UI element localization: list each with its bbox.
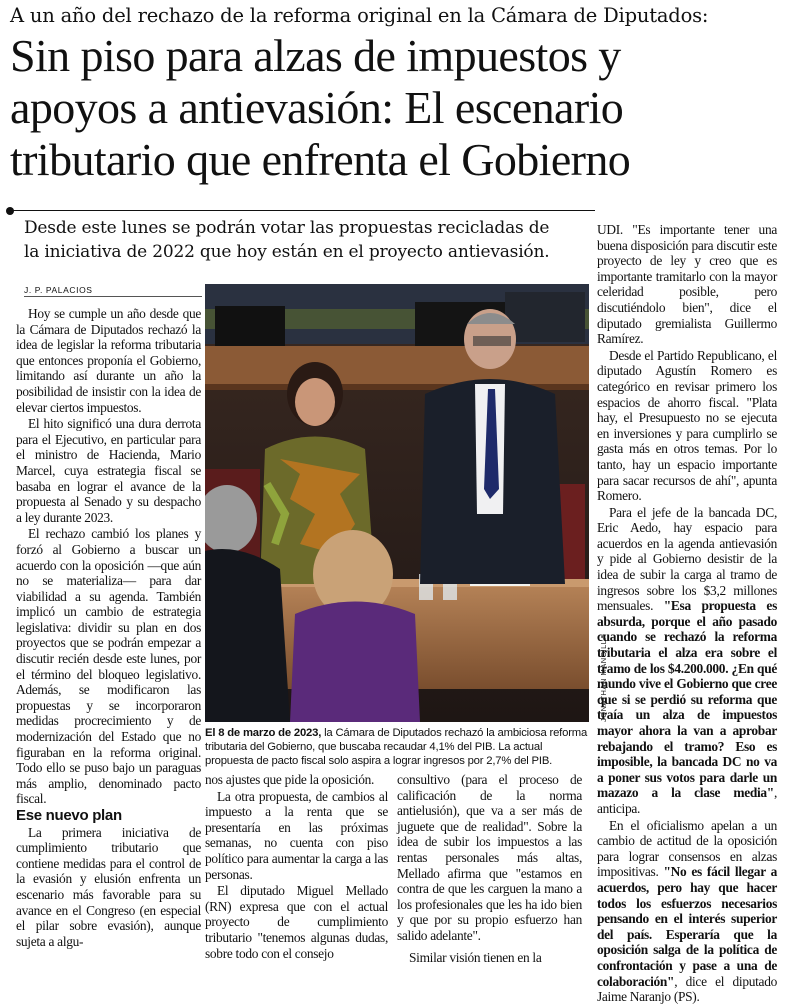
dek-line: Desde este lunes se podrán votar las propuestas recicladas de bbox=[24, 218, 550, 238]
caption-text: la Cámara de Diputados rechazó la ambiciosa reforma tributaria del Gobierno, que buscaba recaudar 4,1% del PIB. La actual propuesta de pacto fiscal solo aspira a lograr ingresos por 2,7% del PIB. bbox=[205, 727, 588, 767]
headline-line: tributario que enfrenta el Gobierno bbox=[10, 134, 631, 185]
article-column-3 bbox=[397, 772, 582, 966]
paragraph: nos ajustes que pide la oposición. bbox=[205, 772, 375, 787]
quote: "Esa propuesta es absurda, porque el año pasado cuando se rechazó la reforma tributaria el alza era sobre el tramo de los $4.200.000. ¿En qué mundo vive el Gobierno que cree que si se perdió su reforma que traía un alza de impuestos mayor ahora la van a aprobar rebajando el tramo? Eso es imposible, la bancada DC no va a poner sus votos para darle un mazazo a la clase media" bbox=[597, 598, 777, 801]
paragraph: Similar visión tienen en la bbox=[409, 949, 542, 965]
article-column-2 bbox=[205, 772, 388, 962]
kicker: A un año del rechazo de la reforma original en la Cámara de Diputados: bbox=[10, 4, 709, 27]
dek bbox=[24, 216, 589, 264]
caption-bold: El 8 de marzo de 2023, bbox=[205, 727, 322, 739]
paragraph: En el oficialismo apelan a un cambio de actitud de la oposición para lograr consensos en alzas impositivas. "No es fácil llegar a acuerdos, pero hay que hacer todos los esfuerzos necesarios pensando en el interés superior del país. Esperaría que la oposición salga de la política de confrontación y pase a una de colaboración", dice el diputado Jaime Naranjo (PS). bbox=[597, 817, 777, 1005]
photo-credit: JONATHAN MANCILLA bbox=[599, 634, 608, 722]
subheading: Ese nuevo plan bbox=[16, 807, 122, 824]
byline: J. P. PALACIOS bbox=[24, 285, 93, 295]
paragraph: El hito significó una dura derrota para el Ejecutivo, en particular para el ministro de Hacienda, Mario Marcel, cuya estrategia fiscal se basaba en lograr el avance de la propuesta al Senado y su despacho a ley durante 2023. bbox=[16, 416, 201, 525]
dek-line: la iniciativa de 2022 que hoy están en el proyecto antievasión. bbox=[24, 242, 550, 262]
article-column-1 bbox=[16, 306, 201, 950]
paragraph: La primera iniciativa de cumplimiento tributario que contiene medidas para el control de la evasión y elusión enfrenta un escenario más favorable para su avance en el Congreso (en especial el pilar sobre evasión), aunque sujeta a algu- bbox=[16, 824, 201, 949]
paragraph: La otra propuesta, de cambios al impuesto a la renta que se presentaría en las próximas semanas, no cuenta con piso político para aumentar la carga a las personas. bbox=[205, 788, 388, 882]
headline-line: apoyos a antievasión: El escenario bbox=[10, 82, 624, 133]
headline bbox=[10, 30, 785, 186]
paragraph: Hoy se cumple un año desde que la Cámara de Diputados rechazó la idea de legislar la reforma tributaria que entonces proponía el Gobierno, limitando así durante un año la posibilidad de insistir con la idea de elevar ciertos impuestos. bbox=[16, 306, 201, 415]
paragraph: El rechazo cambió los planes y forzó al Gobierno a buscar un acuerdo con la oposición —que aún no se materializa— para dar viabilidad a su agenda. También implicó un cambio de estrategia legislativa: dividir su plan en dos proyectos que se podrán empezar a discutir recién desde este lunes, por el término del bloqueo legislativo. Además, se modificaron las propuestas y se incorporaron medidas procrecimiento y de modernización del Estado que no figuraban en la reforma original. Todo ello se puso bajo un paraguas más amplio, denominado pacto fiscal. bbox=[16, 526, 201, 807]
paragraph: Desde el Partido Republicano, el diputado Agustín Romero es categórico en revisar primero los espacios de ahorro fiscal. "Plata hay, el Presupuesto no se ejecuta en inversiones y para cumplirlo se gasta más en otros temas. Por lo tanto, hay un espacio importante para sacar recursos de ahí", apunta Romero. bbox=[597, 347, 777, 504]
paragraph: consultivo (para el proceso de calificación de la norma antielusión), que va a ser más de juguete que de realidad". Sobre la idea de subir los impuestos a las rentas personales más altas, Mellado afirma que "estamos en contra de que les carguen la mano a los profesionales que les ha ido bien y que por su propio esfuerzo han salido adelante". bbox=[397, 772, 582, 943]
article-column-4 bbox=[597, 222, 777, 1006]
byline-divider bbox=[24, 296, 202, 297]
paragraph: Para el jefe de la bancada DC, Eric Aedo, hay espacio para acuerdos en la agenda antievasión y pide al Gobierno desistir de la idea de subir la carga al tramo de ingresos sobre los $3,2 millones mensuales. "Esa propuesta es absurda, porque el año pasado cuando se rechazó la reforma tributaria el alza era sobre el tramo de los $4.200.000. ¿En qué mundo vive el Gobierno que cree que si se perdió su reforma que traía un alza de impuestos mayor ahora la van a aprobar rebajando el tramo? Eso es imposible, la bancada DC no va a poner sus votos para darle un mazazo a la clase media", anticipa. bbox=[597, 504, 777, 816]
rule-dot bbox=[6, 207, 14, 215]
paragraph: El diputado Miguel Mellado (RN) expresa que con el actual proyecto de cumplimiento tributario "tenemos algunas dudas, sobre todo con el consejo bbox=[205, 883, 388, 961]
headline-line: Sin piso para alzas de impuestos y bbox=[10, 30, 621, 81]
news-photo bbox=[205, 284, 589, 722]
quote: "No es fácil llegar a acuerdos, pero hay que hacer todos los esfuerzos necesarios pensando en el interés superior del país. Esperaría que la oposición salga de la política de confrontación y pase a una de colaboración" bbox=[597, 864, 777, 989]
divider bbox=[10, 210, 595, 211]
paragraph: UDI. "Es importante tener una buena disposición para discutir este proyecto de ley y creo que es importante tramitarlo con la mayor celeridad posible, pero discutiéndolo bien", dice el diputado gremialista Guillermo Ramírez. bbox=[597, 222, 777, 347]
photo-caption bbox=[205, 726, 589, 768]
